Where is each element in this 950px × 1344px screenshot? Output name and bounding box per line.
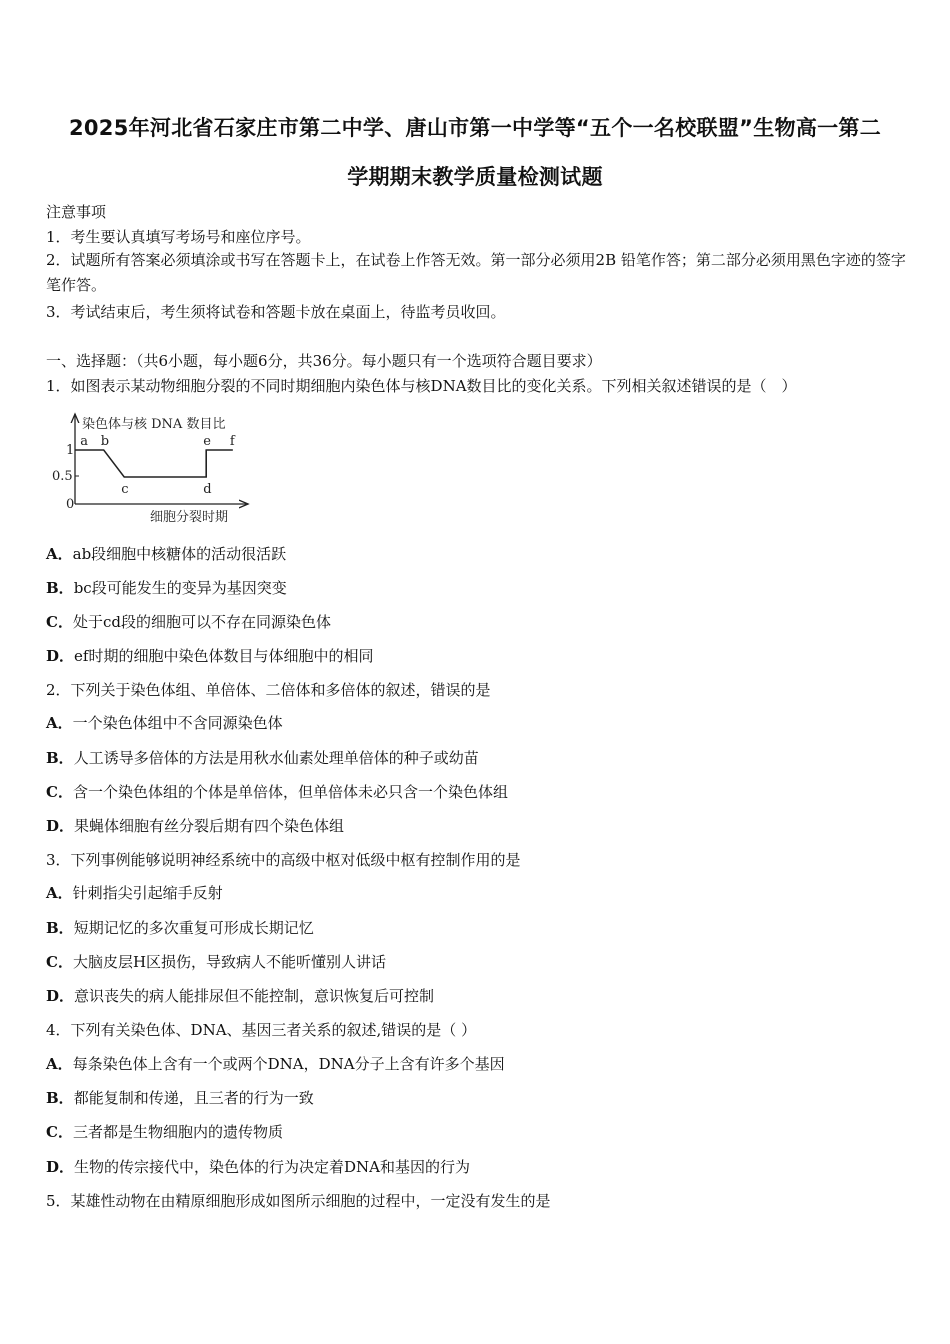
option-label: B． — [46, 919, 74, 937]
option-label: A． — [46, 545, 73, 563]
question-1-stem: 1．如图表示某动物细胞分裂的不同时期细胞内染色体与核DNA数目比的变化关系。下列相关叙述错误的是（ ） — [46, 377, 797, 395]
option-item — [46, 579, 906, 597]
option-text: 处于cd段的细胞可以不存在同源染色体 — [72, 613, 331, 631]
point-label: d — [203, 482, 212, 497]
option-text: 含一个染色体组的个体是单倍体，但单倍体未必只含一个染色体组 — [72, 783, 508, 801]
notice-item-3: 3．考试结束后，考生须将试卷和答题卡放在桌面上，待监考员收回。 — [46, 303, 506, 321]
page-title-line-1: 2025年河北省石家庄市第二中学、唐山市第一中学等“五个一名校联盟”生物高一第二 — [68, 116, 882, 140]
option-text: 一个染色体组中不含同源染色体 — [72, 714, 283, 732]
option-item — [46, 1158, 906, 1176]
option-text: 针刺指尖引起缩手反射 — [72, 884, 223, 902]
option-label: D． — [46, 647, 75, 665]
option-label: C． — [46, 1123, 73, 1141]
option-item — [46, 1123, 906, 1141]
option-text: ab段细胞中核糖体的活动很活跃 — [72, 545, 287, 563]
option-item — [46, 783, 906, 801]
page-title-line-2: 学期期末教学质量检测试题 — [347, 165, 603, 189]
notice-item-2: 2．试题所有答案必须填涂或书写在答题卡上，在试卷上作答无效。第一部分必须用2B 铅笔作答；第二部分必须用黑色字迹的签字笔作答。 — [46, 251, 906, 294]
question-4-stem: 4．下列有关染色体、DNA、基因三者关系的叙述,错误的是（ ） — [46, 1021, 477, 1039]
option-item — [46, 545, 906, 563]
option-label: B． — [46, 749, 74, 767]
x-axis-label: 细胞分裂时期 — [150, 510, 229, 525]
option-label: D． — [46, 1158, 75, 1176]
option-text: 大脑皮层H区损伤，导致病人不能听懂别人讲话 — [72, 953, 387, 971]
option-text: 都能复制和传递，且三者的行为一致 — [73, 1089, 314, 1107]
option-item — [46, 749, 906, 767]
option-text: 果蝇体细胞有丝分裂后期有四个染色体组 — [74, 817, 345, 835]
option-text: 生物的传宗接代中，染色体的行为决定着DNA和基因的行为 — [74, 1158, 471, 1176]
ratio-chart — [46, 408, 276, 530]
point-label: c — [121, 482, 129, 497]
option-label: A． — [46, 1055, 73, 1073]
option-text: 三者都是生物细胞内的遗传物质 — [72, 1123, 283, 1141]
option-text: 人工诱导多倍体的方法是用秋水仙素处理单倍体的种子或幼苗 — [73, 749, 479, 767]
option-text: ef时期的细胞中染色体数目与体细胞中的相同 — [74, 647, 374, 665]
y-tick-label: 1 — [66, 443, 75, 458]
option-text: 短期记忆的多次重复可形成长期记忆 — [73, 919, 314, 937]
notice-item-1: 1．考生要认真填写考场号和座位序号。 — [46, 228, 311, 246]
option-item — [46, 647, 906, 665]
option-label: A． — [46, 714, 73, 732]
option-label: C． — [46, 953, 73, 971]
option-item — [46, 1055, 906, 1073]
notice-heading: 注意事项 — [46, 203, 107, 221]
option-item — [46, 1089, 906, 1107]
section-heading: 一、选择题：（共6小题，每小题6分，共36分。每小题只有一个选项符合题目要求） — [46, 352, 602, 370]
option-label: C． — [46, 613, 73, 631]
option-item — [46, 613, 906, 631]
question-5-stem: 5．某雄性动物在由精原细胞形成如图所示细胞的过程中，一定没有发生的是 — [46, 1192, 551, 1210]
y-tick-label: 0.5 — [52, 469, 73, 484]
option-label: D． — [46, 987, 75, 1005]
option-label: C． — [46, 783, 73, 801]
y-tick-label: 0 — [66, 497, 75, 512]
option-item — [46, 884, 906, 902]
option-item — [46, 953, 906, 971]
option-label: B． — [46, 579, 74, 597]
question-3-stem: 3．下列事例能够说明神经系统中的高级中枢对低级中枢有控制作用的是 — [46, 851, 521, 869]
series-line — [75, 450, 233, 477]
y-axis-label: 染色体与核 DNA 数目比 — [82, 417, 226, 432]
option-label: A． — [46, 884, 73, 902]
option-text: bc段可能发生的变异为基因突变 — [73, 579, 287, 597]
option-item — [46, 714, 906, 732]
option-label: B． — [46, 1089, 74, 1107]
option-item — [46, 817, 906, 835]
option-text: 意识丧失的病人能排尿但不能控制，意识恢复后可控制 — [74, 987, 435, 1005]
option-item — [46, 987, 906, 1005]
option-item — [46, 919, 906, 937]
point-label: a — [80, 434, 88, 449]
point-label: e — [203, 434, 211, 449]
option-text: 每条染色体上含有一个或两个DNA，DNA分子上含有许多个基因 — [72, 1055, 505, 1073]
question-2-stem: 2．下列关于染色体组、单倍体、二倍体和多倍体的叙述，错误的是 — [46, 681, 491, 699]
option-label: D． — [46, 817, 75, 835]
point-label: f — [229, 434, 235, 449]
point-label: b — [100, 434, 110, 449]
